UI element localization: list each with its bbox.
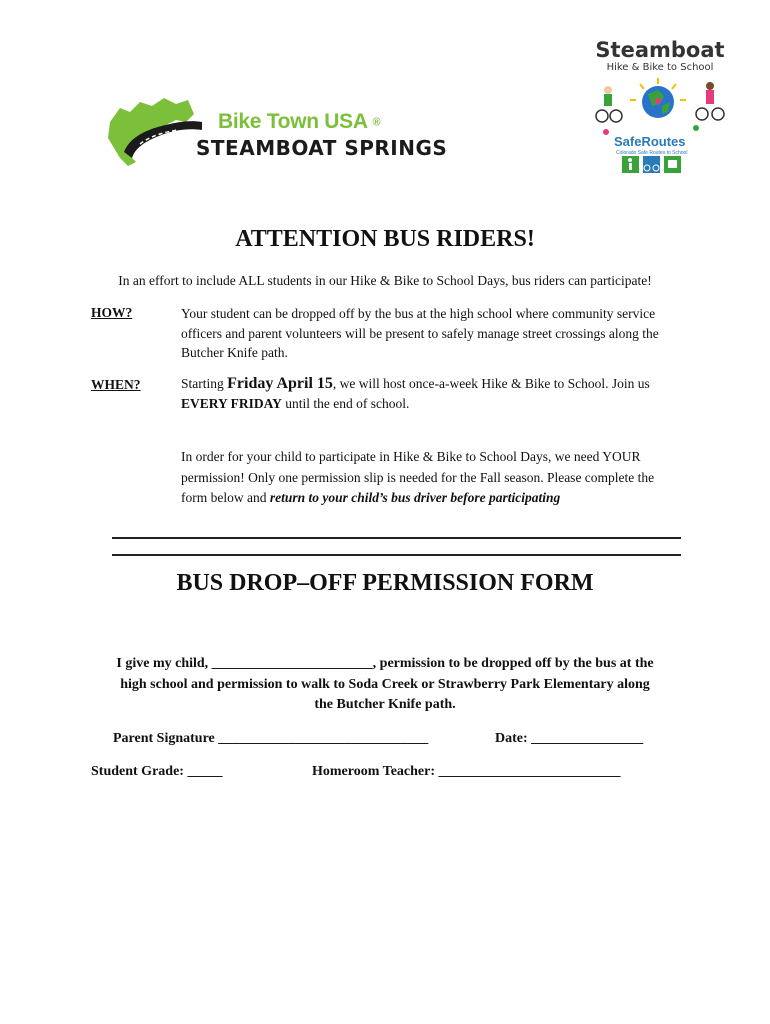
form-title: BUS DROP–OFF PERMISSION FORM	[176, 570, 594, 596]
steamboat-hike-bike-logo	[584, 38, 734, 178]
how-label: HOW?	[91, 305, 133, 320]
parent-signature-field[interactable]: Parent Signature ______________________________	[113, 731, 429, 746]
bike-town-usa-logo	[106, 92, 448, 172]
safe-routes-subtitle: Colorado Safe Routes to School	[616, 150, 688, 156]
permission-line: the Butcher Knife path.	[314, 697, 456, 712]
student-grade-field[interactable]: Student Grade: _____	[91, 764, 223, 779]
how-line: officers and parent volunteers will be present to safely manage street crossings along the	[181, 325, 659, 341]
logo-brand-text: Bike Town USA ®	[218, 110, 381, 133]
how-text	[181, 304, 681, 363]
child-name-field[interactable]: I give my child, _______________________, permission to be dropped off by the bus at the	[116, 656, 654, 671]
bike-path-gear-icon	[106, 92, 216, 172]
intro-text: In an effort to include ALL students in our Hike & Bike to School Days, bus riders can participate!	[118, 273, 652, 288]
divider-line	[112, 537, 681, 539]
permission-note: In order for your child to participate in Hike & Bike to School Days, we need YOUR permission! Only one permission slip is needed for the Fall season. Please complete the form below and return to your child’s bus driver before participating	[181, 447, 681, 509]
homeroom-teacher-field[interactable]: Homeroom Teacher: __________________________	[312, 764, 621, 779]
permission-statement	[85, 654, 685, 716]
permission-line: high school and permission to walk to Soda Creek or Strawberry Park Elementary along	[120, 676, 650, 692]
how-line: Your student can be dropped off by the bus at the high school where community service	[181, 306, 656, 321]
when-label: WHEN?	[91, 377, 141, 392]
every-friday: EVERY FRIDAY	[181, 395, 282, 411]
globe-kids-icon	[584, 76, 734, 136]
note-line: permission! Only one permission slip is needed for the Fall season. Please complete the	[181, 469, 655, 485]
date-field[interactable]: Date: ________________	[495, 731, 644, 746]
divider-line	[112, 554, 681, 556]
when-text: Starting Friday April 15, we will host once-a-week Hike & Bike to School. Join us EVERY FRIDAY until the end of school.	[181, 375, 650, 411]
how-line: Butcher Knife path.	[181, 345, 288, 360]
start-date: Friday April 15	[227, 375, 333, 392]
logo-city-text: STEAMBOAT SPRINGS	[196, 136, 448, 160]
safe-routes-title: SafeRoutes	[614, 134, 686, 149]
note-line: In order for your child to participate in Hike & Bike to School Days, we need YOUR	[181, 449, 641, 464]
logo-title: Steamboat	[595, 38, 725, 62]
page-title: ATTENTION BUS RIDERS!	[235, 226, 535, 252]
logo-subtitle: Hike & Bike to School	[606, 62, 714, 73]
return-instruction: return to your child’s bus driver before participating	[269, 490, 561, 505]
walk-bike-bus-icons	[622, 156, 682, 174]
